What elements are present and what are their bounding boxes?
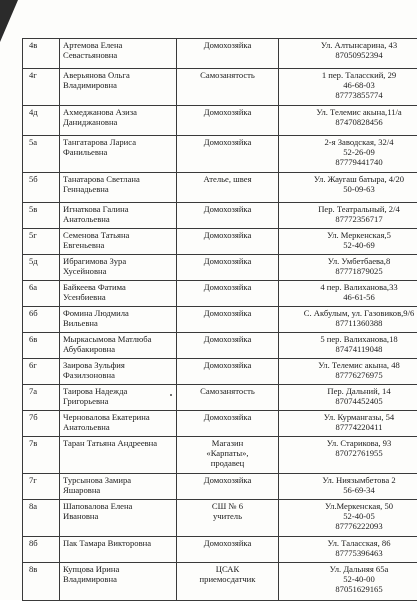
address-phone-cell <box>279 333 417 359</box>
address-phone-cell-line: Ул. Старикова, 93 <box>282 438 417 448</box>
parent-name-cell-line: Тангатарова Лариса <box>63 137 173 147</box>
address-phone-cell-line: Пер. Дальний, 14 <box>282 386 417 396</box>
address-phone-cell <box>279 411 417 437</box>
occupation-cell-line: Домохозяйка <box>180 107 275 117</box>
address-phone-cell <box>279 385 417 411</box>
table-row <box>23 563 417 601</box>
table-row <box>23 500 417 537</box>
occupation-cell <box>177 229 279 255</box>
address-phone-cell <box>279 106 417 136</box>
parent-name-cell-line: Купцова Ирина <box>63 564 173 574</box>
parent-name-cell-line: Даниджановна <box>63 117 173 127</box>
occupation-cell-line: СШ № 6 <box>180 501 275 511</box>
occupation-cell-line: Домохозяйка <box>180 137 275 147</box>
class-cell: 6г <box>23 359 60 385</box>
class-cell: 6б <box>23 307 60 333</box>
occupation-cell <box>177 563 279 601</box>
class-cell: 7б <box>23 411 60 437</box>
class-cell: 5г <box>23 229 60 255</box>
address-phone-cell-line: 52-40-69 <box>282 240 417 250</box>
parent-name-cell-line: Абубакировна <box>63 344 173 354</box>
parent-name-cell-line: Анатольевна <box>63 422 173 432</box>
occupation-cell <box>177 307 279 333</box>
class-cell: 5в <box>23 203 60 229</box>
parent-name-cell <box>60 537 177 563</box>
address-phone-cell-line: 87771879025 <box>282 266 417 276</box>
parent-name-cell-line: Ибрагимова Зура <box>63 256 173 266</box>
table-row <box>23 437 417 474</box>
class-cell: 7г <box>23 474 60 500</box>
table-row <box>23 203 417 229</box>
occupation-cell-line: Домохозяйка <box>180 256 275 266</box>
parent-name-cell-line: Аверьянова Ольга <box>63 70 173 80</box>
parent-name-cell-line: Ахмеджанова Азиза <box>63 107 173 117</box>
address-phone-cell-line: Ул. Алтынсарина, 43 <box>282 40 417 50</box>
table-row <box>23 474 417 500</box>
class-cell: 7в <box>23 437 60 474</box>
occupation-cell-line: Домохозяйка <box>180 308 275 318</box>
table-row <box>23 385 417 411</box>
address-phone-cell-line: 87051629165 <box>282 584 417 594</box>
parent-name-cell <box>60 500 177 537</box>
table-row <box>23 281 417 307</box>
address-phone-cell-line: 87774220411 <box>282 422 417 432</box>
occupation-cell-line: Самозанятость <box>180 70 275 80</box>
address-phone-cell-line: 1 пер. Таласский, 29 <box>282 70 417 80</box>
parent-name-cell-line: Мыркасымова Матлюба <box>63 334 173 344</box>
parents-table <box>22 38 417 601</box>
parent-name-cell <box>60 333 177 359</box>
parent-name-cell-line: Игнаткова Галина <box>63 204 173 214</box>
parent-name-cell-line: Яшаровна <box>63 485 173 495</box>
address-phone-cell <box>279 281 417 307</box>
table-row <box>23 229 417 255</box>
class-cell: 5д <box>23 255 60 281</box>
address-phone-cell-line: Ул. Телемис акына, 48 <box>282 360 417 370</box>
parent-name-cell <box>60 39 177 69</box>
occupation-cell-line: приемосдатчик <box>180 574 275 584</box>
occupation-cell <box>177 69 279 106</box>
class-cell: 6а <box>23 281 60 307</box>
address-phone-cell-line: 2-я Заводская, 32/4 <box>282 137 417 147</box>
occupation-cell-line: Домохозяйка <box>180 360 275 370</box>
address-phone-cell-line: 50-09-63 <box>282 184 417 194</box>
address-phone-cell-line: 46-68-03 <box>282 80 417 90</box>
class-cell: 4в <box>23 39 60 69</box>
parent-name-cell-line: Ивановна <box>63 511 173 521</box>
occupation-cell-line: Домохозяйка <box>180 412 275 422</box>
address-phone-cell <box>279 136 417 173</box>
parent-name-cell <box>60 359 177 385</box>
parent-name-cell <box>60 203 177 229</box>
parent-name-cell-line: Фанильевна <box>63 147 173 157</box>
table-row <box>23 136 417 173</box>
address-phone-cell-line: 87776222093 <box>282 521 417 531</box>
class-cell: 4г <box>23 69 60 106</box>
parent-name-cell <box>60 563 177 601</box>
address-phone-cell-line: 87711360388 <box>282 318 417 328</box>
parent-name-cell <box>60 69 177 106</box>
address-phone-cell-line: 52-26-09 <box>282 147 417 157</box>
occupation-cell <box>177 333 279 359</box>
occupation-cell <box>177 106 279 136</box>
address-phone-cell-line: Ул. Меркенская,5 <box>282 230 417 240</box>
parent-name-cell-line: Севастьяновна <box>63 50 173 60</box>
address-phone-cell <box>279 474 417 500</box>
occupation-cell-line: Домохозяйка <box>180 40 275 50</box>
occupation-cell <box>177 385 279 411</box>
address-phone-cell-line: 87775396463 <box>282 548 417 558</box>
address-phone-cell <box>279 359 417 385</box>
table-row <box>23 537 417 563</box>
class-cell: 6в <box>23 333 60 359</box>
parent-name-cell-line: Таран Татьяна Андреевна <box>63 438 173 448</box>
address-phone-cell-line: 87072761955 <box>282 448 417 458</box>
address-phone-cell <box>279 173 417 203</box>
parent-name-cell-line: Владимировна <box>63 80 173 90</box>
address-phone-cell <box>279 437 417 474</box>
address-phone-cell-line: Ул.Меркенская, 50 <box>282 501 417 511</box>
occupation-cell <box>177 255 279 281</box>
address-phone-cell-line: 46-61-56 <box>282 292 417 302</box>
occupation-cell <box>177 500 279 537</box>
address-phone-cell-line: Ул. Таласская, 86 <box>282 538 417 548</box>
page-corner-fold <box>0 0 18 42</box>
address-phone-cell-line: 52-40-05 <box>282 511 417 521</box>
address-phone-cell-line: 56-69-34 <box>282 485 417 495</box>
address-phone-cell-line: 5 пер. Валиханова,18 <box>282 334 417 344</box>
parent-name-cell-line: Хусейновна <box>63 266 173 276</box>
address-phone-cell-line: 87074452405 <box>282 396 417 406</box>
address-phone-cell-line: 87773855774 <box>282 90 417 100</box>
address-phone-cell-line: 87474119048 <box>282 344 417 354</box>
parents-table-wrapper <box>22 38 408 601</box>
occupation-cell-line: ЦСАК <box>180 564 275 574</box>
occupation-cell <box>177 537 279 563</box>
parent-name-cell <box>60 229 177 255</box>
address-phone-cell-line: 87050952394 <box>282 50 417 60</box>
occupation-cell <box>177 39 279 69</box>
parent-name-cell <box>60 281 177 307</box>
occupation-cell <box>177 281 279 307</box>
occupation-cell <box>177 136 279 173</box>
table-row <box>23 359 417 385</box>
parent-name-cell-line: Анатольевна <box>63 214 173 224</box>
address-phone-cell-line: 52-40-00 <box>282 574 417 584</box>
table-row <box>23 173 417 203</box>
parent-name-cell-line: Григорьевна <box>63 396 173 406</box>
occupation-cell <box>177 411 279 437</box>
parent-name-cell <box>60 307 177 333</box>
table-row <box>23 307 417 333</box>
address-phone-cell-line: Ул. Умбетбаева,8 <box>282 256 417 266</box>
class-cell: 8а <box>23 500 60 537</box>
occupation-cell-line: Домохозяйка <box>180 475 275 485</box>
parent-name-cell-line: Шаповалова Елена <box>63 501 173 511</box>
address-phone-cell-line: Ул. Курмангазы, 54 <box>282 412 417 422</box>
occupation-cell-line: «Карпаты», <box>180 448 275 458</box>
class-cell: 8б <box>23 537 60 563</box>
table-row <box>23 411 417 437</box>
table-row <box>23 255 417 281</box>
parent-name-cell <box>60 136 177 173</box>
address-phone-cell-line: 87470828456 <box>282 117 417 127</box>
address-phone-cell <box>279 229 417 255</box>
class-cell: 5а <box>23 136 60 173</box>
occupation-cell-line: Ателье, швея <box>180 174 275 184</box>
occupation-cell-line: Магазин <box>180 438 275 448</box>
parent-name-cell-line: Байкеева Фатима <box>63 282 173 292</box>
table-row <box>23 39 417 69</box>
occupation-cell-line: учитель <box>180 511 275 521</box>
parent-name-cell <box>60 106 177 136</box>
parent-name-cell-line: Пак Тамара Викторовна <box>63 538 173 548</box>
parent-name-cell-line: Черновалова Екатерина <box>63 412 173 422</box>
address-phone-cell <box>279 563 417 601</box>
occupation-cell-line: Домохозяйка <box>180 538 275 548</box>
parent-name-cell-line: Усенбиевна <box>63 292 173 302</box>
address-phone-cell-line: 4 пер. Валиханова,33 <box>282 282 417 292</box>
address-phone-cell-line: Ул. Жаугаш батыра, 4/20 <box>282 174 417 184</box>
parent-name-cell-line: Турсынова Замира <box>63 475 173 485</box>
occupation-cell <box>177 474 279 500</box>
address-phone-cell-line: Ул. Дальняя 65а <box>282 564 417 574</box>
parent-name-cell-line: Владимировна <box>63 574 173 584</box>
parent-name-cell <box>60 411 177 437</box>
parent-name-cell-line: Вильевна <box>63 318 173 328</box>
parent-name-cell <box>60 173 177 203</box>
address-phone-cell <box>279 69 417 106</box>
occupation-cell <box>177 173 279 203</box>
address-phone-cell-line: 87772356717 <box>282 214 417 224</box>
parent-name-cell-line: Фомина Людмила <box>63 308 173 318</box>
class-cell: 4д <box>23 106 60 136</box>
table-row <box>23 69 417 106</box>
parents-table-body <box>23 39 417 601</box>
scan-speck <box>170 394 172 396</box>
occupation-cell-line: Домохозяйка <box>180 334 275 344</box>
parent-name-cell-line: Таирова Надежда <box>63 386 173 396</box>
parent-name-cell <box>60 385 177 411</box>
parent-name-cell <box>60 474 177 500</box>
address-phone-cell-line: 87776276975 <box>282 370 417 380</box>
parent-name-cell <box>60 255 177 281</box>
address-phone-cell-line: 87779441740 <box>282 157 417 167</box>
occupation-cell <box>177 359 279 385</box>
address-phone-cell <box>279 203 417 229</box>
occupation-cell <box>177 437 279 474</box>
parent-name-cell-line: Танатарова Светлана <box>63 174 173 184</box>
parent-name-cell-line: Семенова Татьяна <box>63 230 173 240</box>
parent-name-cell-line: Артемова Елена <box>63 40 173 50</box>
occupation-cell-line: Домохозяйка <box>180 230 275 240</box>
parent-name-cell-line: Евгеньевна <box>63 240 173 250</box>
address-phone-cell <box>279 39 417 69</box>
address-phone-cell-line: Пер. Театральный, 2/4 <box>282 204 417 214</box>
address-phone-cell <box>279 500 417 537</box>
address-phone-cell <box>279 537 417 563</box>
occupation-cell-line: Самозанятость <box>180 386 275 396</box>
address-phone-cell <box>279 255 417 281</box>
class-cell: 8в <box>23 563 60 601</box>
table-row <box>23 106 417 136</box>
table-row <box>23 333 417 359</box>
parent-name-cell-line: Заирова Зульфия <box>63 360 173 370</box>
address-phone-cell <box>279 307 417 333</box>
parent-name-cell-line: Геннадьевна <box>63 184 173 194</box>
occupation-cell <box>177 203 279 229</box>
occupation-cell-line: Домохозяйка <box>180 204 275 214</box>
parent-name-cell <box>60 437 177 474</box>
class-cell: 7а <box>23 385 60 411</box>
parent-name-cell-line: Фазилзоновна <box>63 370 173 380</box>
address-phone-cell-line: С. Акбулым, ул. Газовиков,9/6 <box>282 308 417 318</box>
address-phone-cell-line: Ул. Телемис акына,11/а <box>282 107 417 117</box>
occupation-cell-line: продавец <box>180 458 275 468</box>
class-cell: 5б <box>23 173 60 203</box>
occupation-cell-line: Домохозяйка <box>180 282 275 292</box>
address-phone-cell-line: Ул. Ниязымбетова 2 <box>282 475 417 485</box>
